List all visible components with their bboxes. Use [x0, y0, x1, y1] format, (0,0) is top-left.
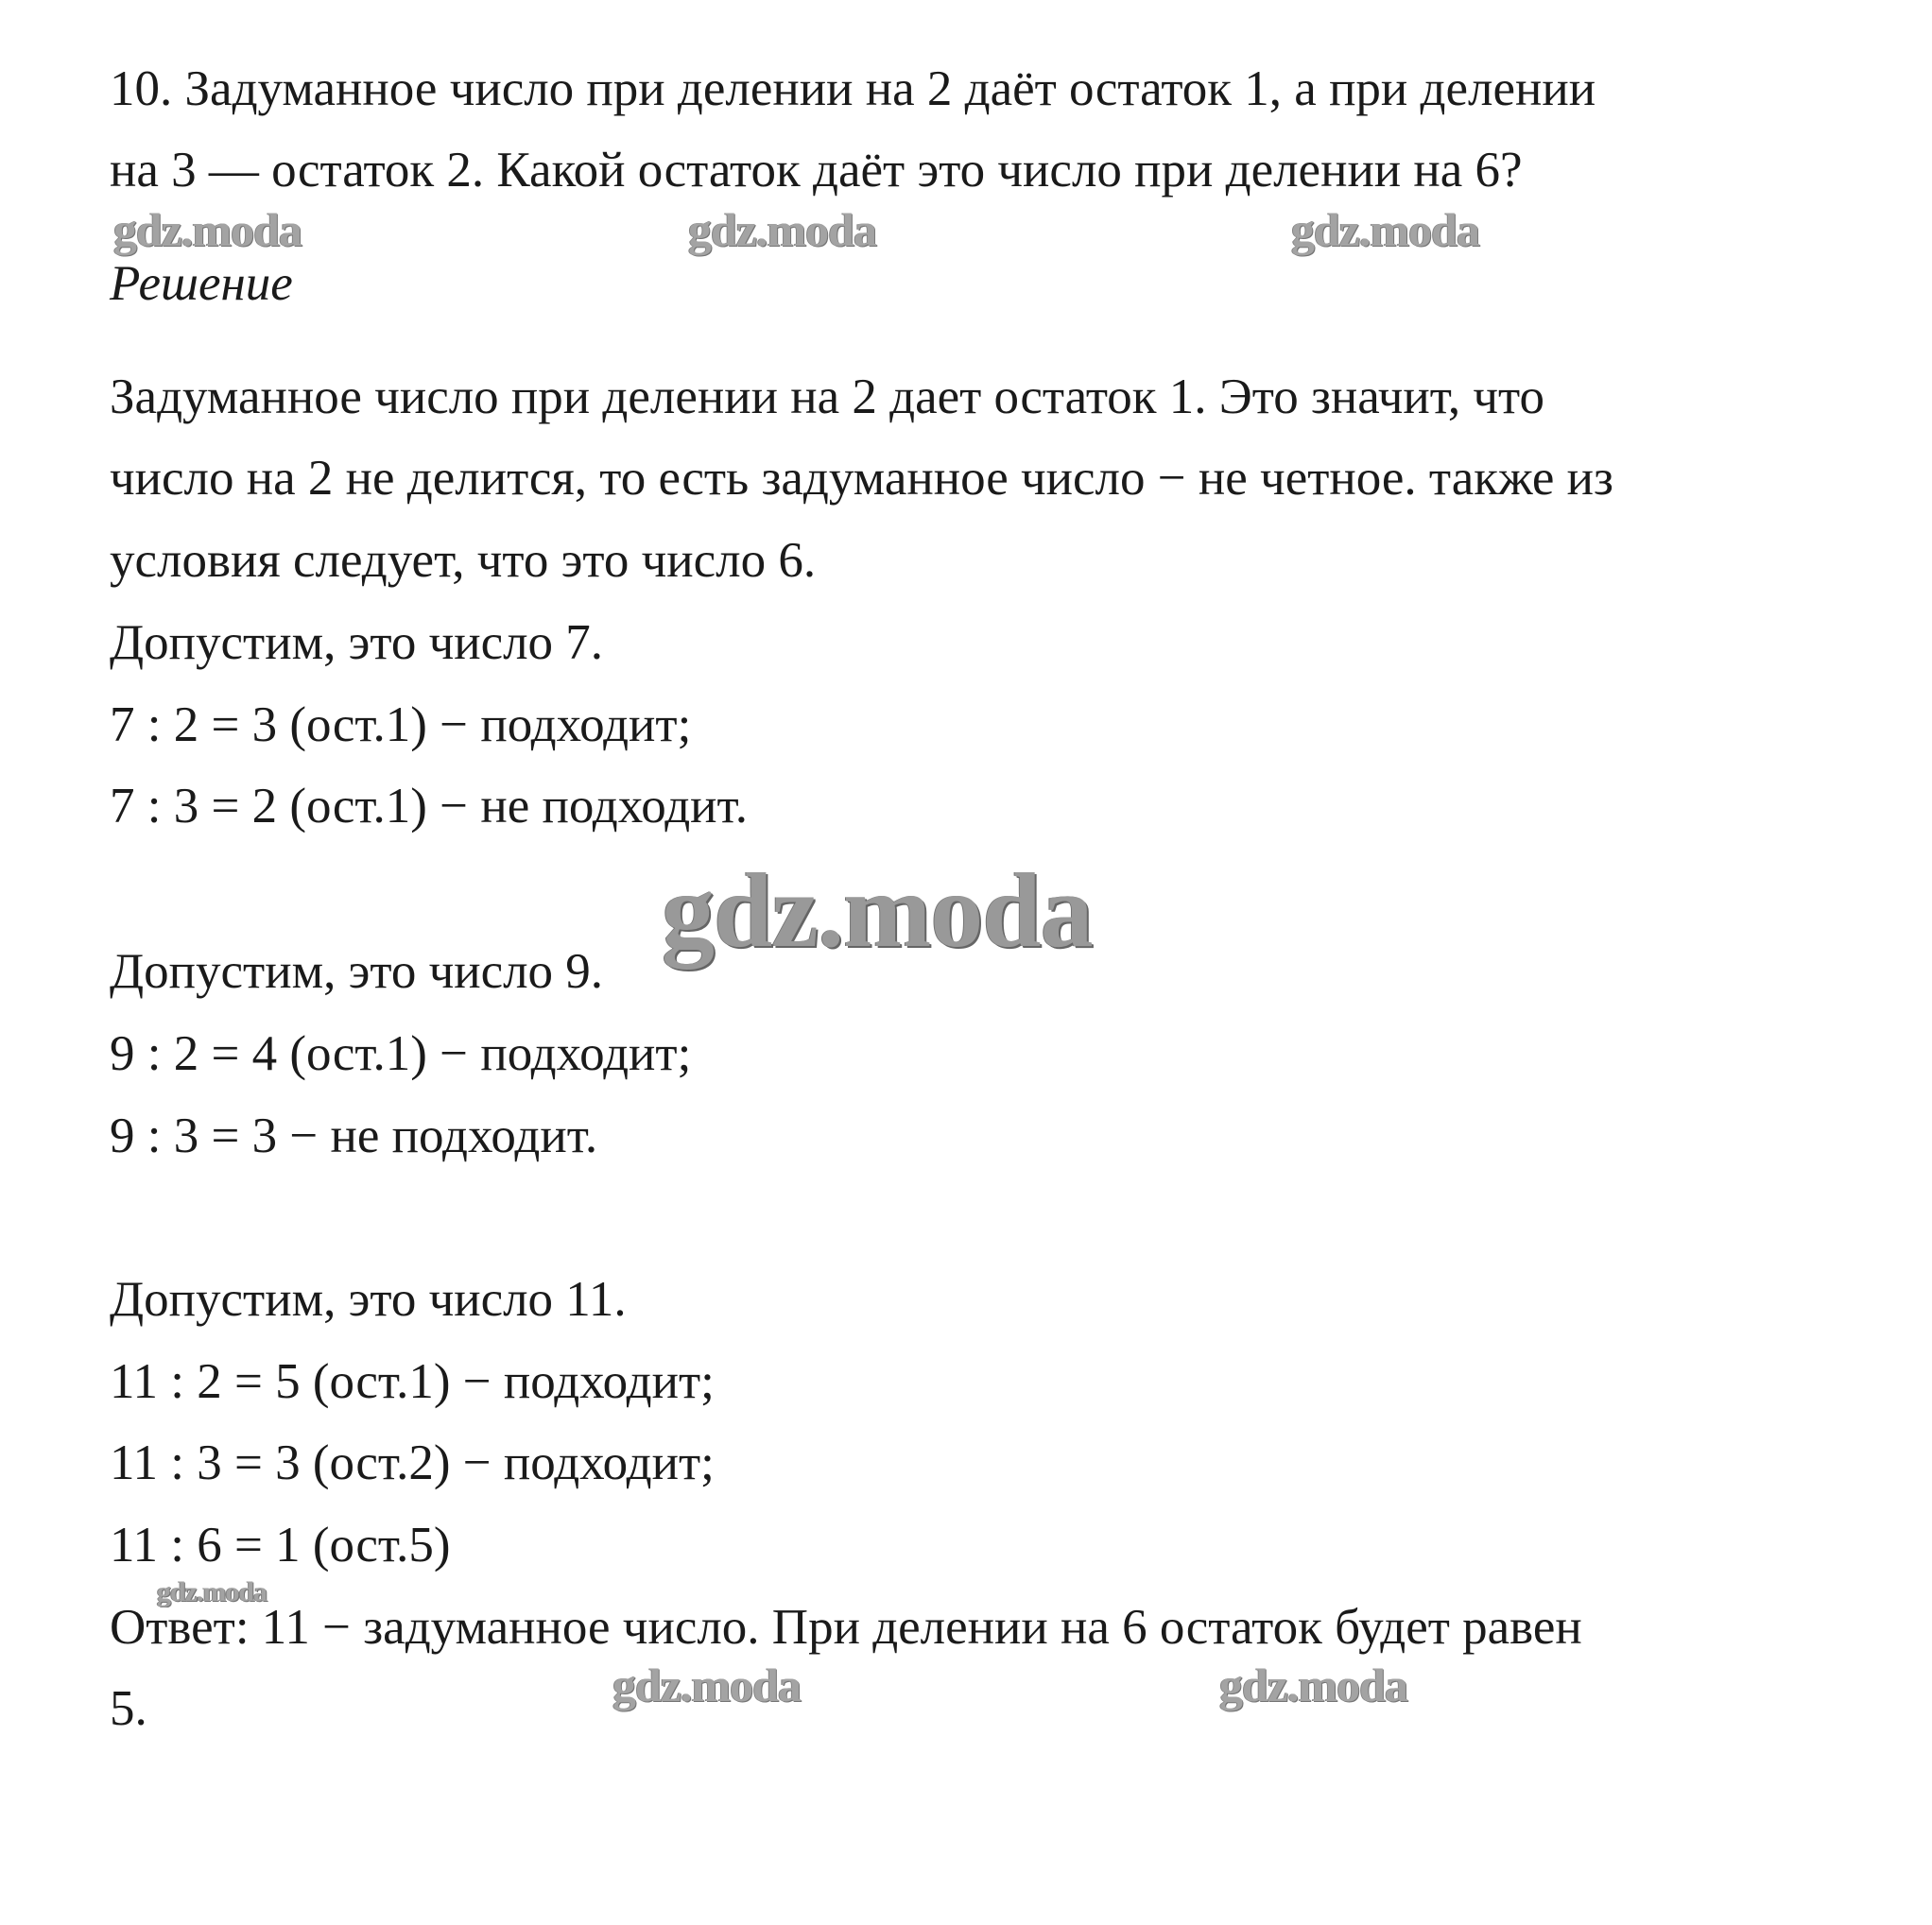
attempt11-step2: 11 : 3 = 3 (ост.2) − подходит; — [110, 1435, 715, 1490]
watermark-bottom-left: gdz.moda — [612, 1659, 801, 1711]
attempt9-step2: 9 : 3 = 3 − не подходит. — [110, 1109, 598, 1163]
watermark-center-large: gdz.moda — [662, 852, 1093, 970]
attempt7-step2: 7 : 3 = 2 (ост.1) − не подходит. — [110, 779, 748, 834]
attempt11-step1: 11 : 2 = 5 (ост.1) − подходит; — [110, 1354, 715, 1409]
answer-line-2: 5. — [110, 1681, 147, 1736]
watermark-top-center: gdz.moda — [688, 203, 876, 256]
attempt11-intro: Допустим, это число 11. — [110, 1272, 627, 1327]
watermark-bottom-right: gdz.moda — [1219, 1659, 1407, 1711]
solution-heading: Решение — [110, 256, 293, 311]
attempt9-step1: 9 : 2 = 4 (ост.1) − подходит; — [110, 1026, 692, 1081]
answer-line-1: Ответ: 11 − задуманное число. При делении на 6 остаток будет равен — [110, 1600, 1582, 1655]
attempt11-step3: 11 : 6 = 1 (ост.5) — [110, 1518, 451, 1573]
problem-line-1: 10. Задуманное число при делении на 2 даёт остаток 1, а при делении — [110, 61, 1596, 116]
watermark-small: gdz.moda — [157, 1576, 267, 1607]
watermark-top-left: gdz.moda — [113, 203, 302, 256]
paragraph-line-3: условия следует, что это число 6. — [110, 533, 817, 588]
paragraph-line-1: Задуманное число при делении на 2 дает остаток 1. Это значит, что — [110, 370, 1545, 424]
paragraph-line-2: число на 2 не делится, то есть задуманное число − не четное. также из — [110, 451, 1613, 506]
problem-line-2: на 3 — остаток 2. Какой остаток даёт это число при делении на 6? — [110, 143, 1523, 198]
watermark-top-right: gdz.moda — [1291, 203, 1479, 256]
attempt7-intro: Допустим, это число 7. — [110, 615, 604, 670]
attempt7-step1: 7 : 2 = 3 (ост.1) − подходит; — [110, 697, 692, 752]
attempt9-intro: Допустим, это число 9. — [110, 944, 604, 999]
